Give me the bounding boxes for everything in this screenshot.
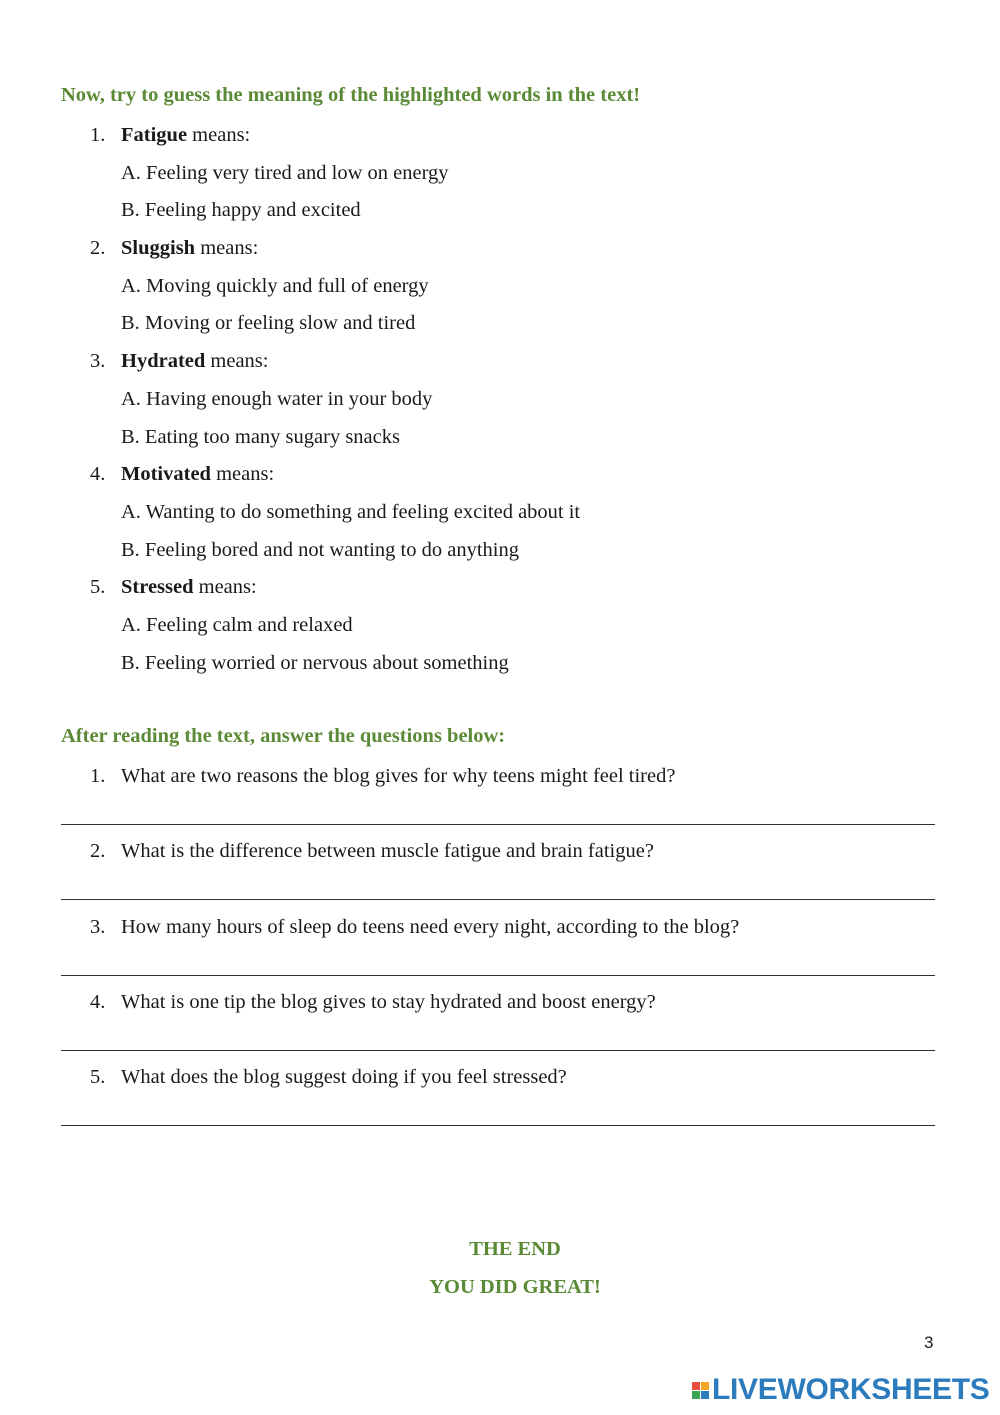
question-number: 5. xyxy=(90,1066,106,1089)
brand-name: LIVEWORKSHEETS xyxy=(712,1373,990,1406)
option-a[interactable]: A. Having enough water in your body xyxy=(121,387,433,410)
question-text xyxy=(0,987,1000,1018)
answer-line[interactable] xyxy=(61,975,935,976)
vocab-means: means: xyxy=(210,463,275,486)
logo-square xyxy=(701,1382,709,1390)
question-item xyxy=(0,1062,1000,1137)
question-number: 4. xyxy=(90,990,106,1013)
vocab-term-line xyxy=(0,459,1000,497)
logo-square xyxy=(701,1391,709,1399)
item-number: 1. xyxy=(90,124,106,146)
vocab-term: Fatigue xyxy=(121,124,188,146)
item-number: 4. xyxy=(90,463,106,486)
option-a[interactable]: A. Wanting to do something and feeling excited about it xyxy=(121,500,581,523)
logo-square xyxy=(692,1382,700,1390)
question-number: 3. xyxy=(90,915,106,938)
vocab-means: means: xyxy=(195,237,259,260)
vocab-item xyxy=(0,233,1000,346)
question-text xyxy=(0,836,1000,867)
liveworksheets-logo-icon xyxy=(692,1382,709,1399)
vocab-means: means: xyxy=(187,124,251,146)
questions-list xyxy=(0,761,1000,1137)
vocab-term-line xyxy=(0,120,1000,158)
question-item xyxy=(0,987,1000,1062)
question-item xyxy=(0,761,1000,836)
vocab-item xyxy=(0,120,1000,233)
item-number: 5. xyxy=(90,576,106,599)
question-label: What does the blog suggest doing if you feel stressed? xyxy=(121,1066,567,1089)
vocab-item xyxy=(0,346,1000,459)
question-text xyxy=(0,912,1000,943)
answer-line[interactable] xyxy=(61,899,935,900)
vocab-means: means: xyxy=(205,350,269,373)
question-label: What are two reasons the blog gives for why teens might feel tired? xyxy=(121,765,676,787)
option-a[interactable]: A. Moving quickly and full of energy xyxy=(121,274,429,297)
question-item xyxy=(0,912,1000,987)
questions-section-title: After reading the text, answer the questions below: xyxy=(61,725,506,747)
vocab-item xyxy=(0,459,1000,572)
option-b[interactable]: B. Feeling worried or nervous about something xyxy=(121,651,509,674)
vocab-item xyxy=(0,572,1000,685)
question-label: How many hours of sleep do teens need every night, according to the blog? xyxy=(121,915,740,938)
vocab-term-line xyxy=(0,572,1000,610)
liveworksheets-brand[interactable] xyxy=(692,1374,990,1406)
answer-line[interactable] xyxy=(61,824,935,825)
question-text xyxy=(0,761,1000,792)
option-b[interactable]: B. Feeling happy and excited xyxy=(121,199,361,222)
question-item xyxy=(0,836,1000,911)
vocab-term: Hydrated xyxy=(121,350,206,373)
vocab-term: Sluggish xyxy=(121,237,196,260)
vocab-term-line xyxy=(0,346,1000,384)
option-a[interactable]: A. Feeling calm and relaxed xyxy=(121,613,353,636)
answer-line[interactable] xyxy=(61,1050,935,1051)
answer-line[interactable] xyxy=(61,1125,935,1126)
question-label: What is the difference between muscle fatigue and brain fatigue? xyxy=(121,840,654,863)
vocab-list xyxy=(0,120,1000,685)
question-text xyxy=(0,1062,1000,1093)
question-number: 1. xyxy=(90,765,106,787)
the-end-text: THE END xyxy=(469,1238,561,1260)
page-number: 3 xyxy=(924,1333,934,1352)
item-number: 2. xyxy=(90,237,106,260)
option-b[interactable]: B. Moving or feeling slow and tired xyxy=(121,312,416,335)
vocab-term-line xyxy=(0,233,1000,271)
logo-square xyxy=(692,1391,700,1399)
option-a[interactable]: A. Feeling very tired and low on energy xyxy=(121,161,449,184)
vocab-term: Motivated xyxy=(121,463,211,486)
you-did-great-text: YOU DID GREAT! xyxy=(429,1276,601,1298)
vocab-means: means: xyxy=(193,576,257,599)
question-label: What is one tip the blog gives to stay hydrated and boost energy? xyxy=(121,990,656,1013)
option-b[interactable]: B. Feeling bored and not wanting to do anything xyxy=(121,538,519,561)
question-number: 2. xyxy=(90,840,106,863)
item-number: 3. xyxy=(90,350,106,373)
vocab-section-title: Now, try to guess the meaning of the highlighted words in the text! xyxy=(61,84,641,106)
option-b[interactable]: B. Eating too many sugary snacks xyxy=(121,425,400,448)
vocab-term: Stressed xyxy=(121,576,194,599)
